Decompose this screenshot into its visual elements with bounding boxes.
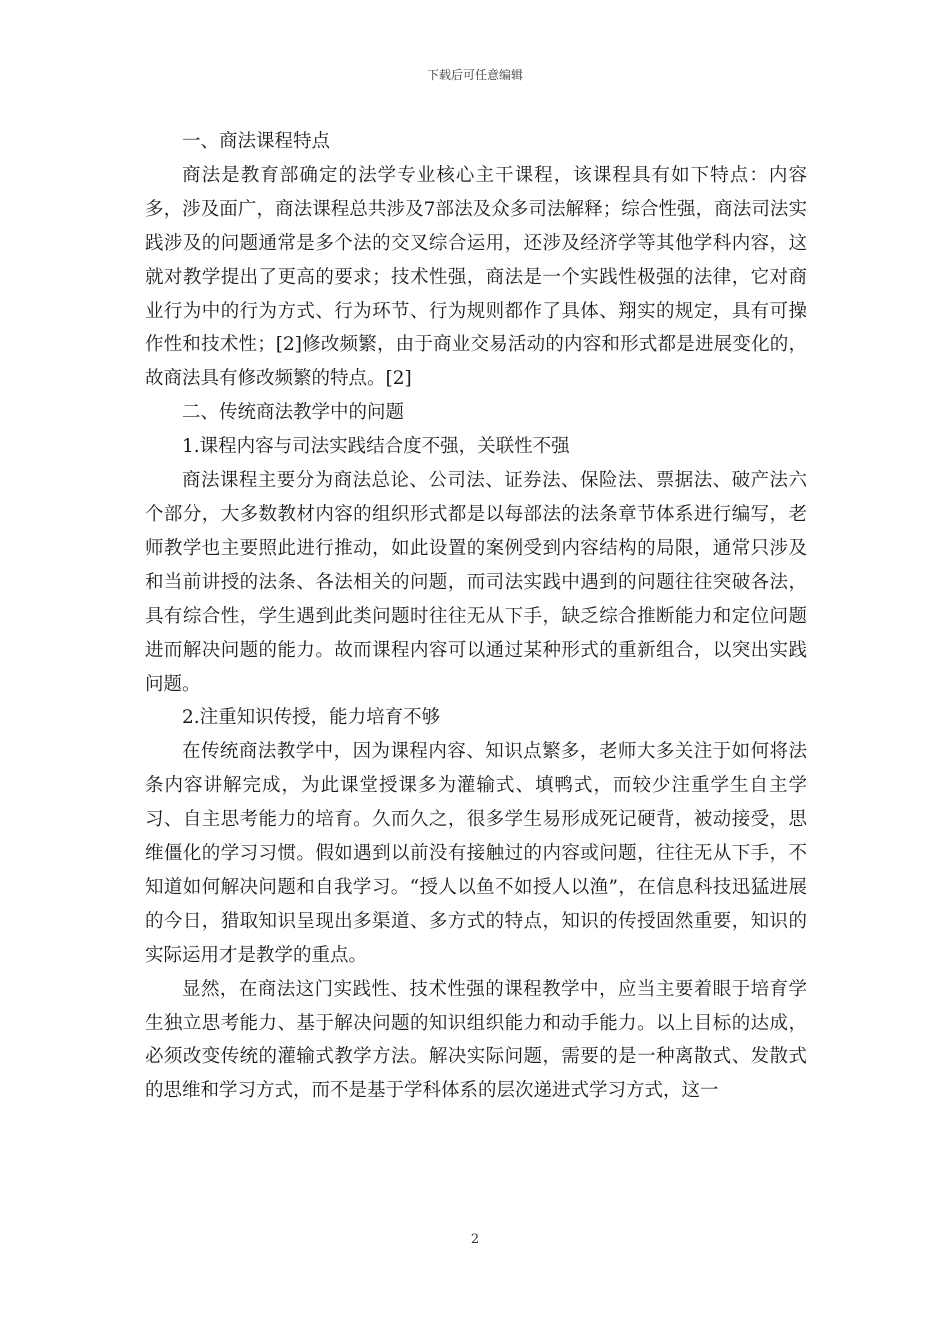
document-body	[145, 125, 807, 1108]
page-header: 下载后可任意编辑	[426, 68, 523, 82]
section-heading-2: 二、传统商法教学中的问题	[182, 402, 405, 424]
body-paragraph: 显然，在商法这门实践性、技术性强的课程教学中，应当主要着眼于培育学生独立思考能力、基于解决问题的知识组织能力和动手能力。以上目标的达成，必须改变传统的灌输式教学方法。解决实际问题，需要的是一种离散式、发散式的思维和学习方式，而不是基于学科体系的层次递进式学习方式，这一	[145, 978, 807, 1102]
section-heading-1: 一、商法课程特点	[182, 131, 331, 152]
subsection-heading-2: 2.注重知识传授，能力培育不够	[182, 707, 441, 729]
body-paragraph: 商法是教育部确定的法学专业核心主干课程，该课程具有如下特点：内容多，涉及面广，商法课程总共涉及7部法及众多司法解释；综合性强，商法司法实践涉及的问题通常是多个法的交叉综合运用，还涉及经济学等其他学科内容，这就对教学提出了更高的要求；技术性强，商法是一个实践性极强的法律，它对商业行为中的行为方式、行为环节、行为规则都作了具体、翔实的规定，具有可操作性和技术性；[2]修改频繁，由于商业交易活动的内容和形式都是进展变化的，故商法具有修改频繁的特点。[2]	[145, 164, 807, 390]
body-paragraph: 在传统商法教学中，因为课程内容、知识点繁多，老师大多关注于如何将法条内容讲解完成，为此课堂授课多为灌输式、填鸭式，而较少注重学生自主学习、自主思考能力的培育。久而久之，很多学生易形成死记硬背，被动接受，思维僵化的学习习惯。假如遇到以前没有接触过的内容或问题，往往无从下手，不知道如何解决问题和自我学习。“授人以鱼不如授人以渔”，在信息科技迅猛进展的今日，猎取知识呈现出多渠道、多方式的特点，知识的传授固然重要，知识的实际运用才是教学的重点。	[145, 741, 807, 966]
page-number: 2	[470, 1232, 480, 1247]
subsection-heading-1: 1.课程内容与司法实践结合度不强，关联性不强	[182, 436, 570, 458]
body-paragraph: 商法课程主要分为商法总论、公司法、证券法、保险法、票据法、破产法六个部分，大多数教材内容的组织形式都是以每部法的法条章节体系进行编写，老师教学也主要照此进行推动，如此设置的案例受到内容结构的局限，通常只涉及和当前讲授的法条、各法相关的问题，而司法实践中遇到的问题往往突破各法，具有综合性，学生遇到此类问题时往往无从下手，缺乏综合推断能力和定位问题进而解决问题的能力。故而课程内容可以通过某种形式的重新组合，以突出实践问题。	[145, 470, 807, 695]
